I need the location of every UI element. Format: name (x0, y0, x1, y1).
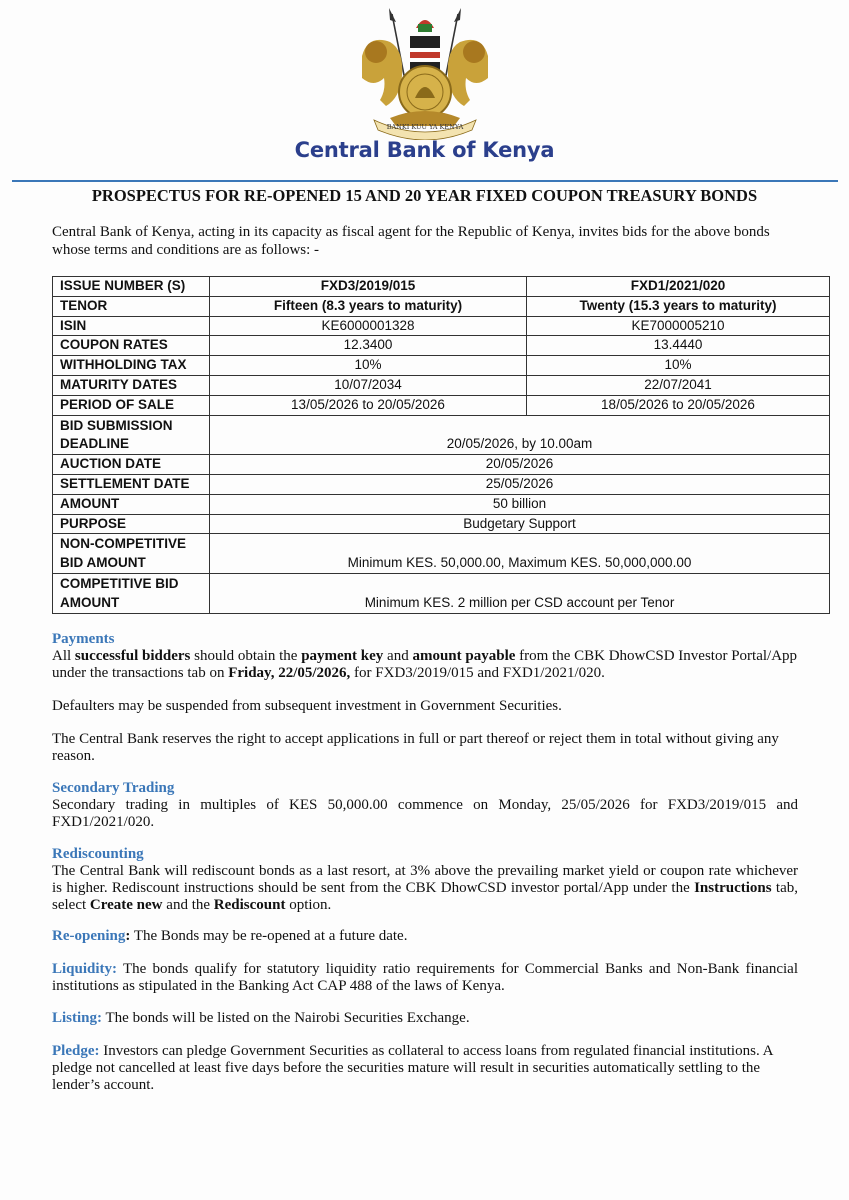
noncomp-value: Minimum KES. 50,000.00, Maximum KES. 50,000,000.00 (210, 534, 830, 574)
text-run: option. (285, 897, 332, 913)
table-row (53, 514, 830, 534)
bond-terms-table (52, 276, 830, 614)
document-title: PROSPECTUS FOR RE-OPENED 15 AND 20 YEAR FIXED COUPON TREASURY BONDS (91, 186, 758, 205)
coupon-b: 13.4440 (527, 336, 830, 356)
table-row (53, 534, 830, 574)
reserve-paragraph: The Central Bank reserves the right to accept applications in full or part thereof or reject them in total without giving any reason. (52, 731, 779, 764)
text-run: The bonds qualify for statutory liquidity ratio requirements for Commercial Banks and Non-Bank financial institutions as stipulated in the Banking Act CAP 488 of the laws of Kenya. (52, 961, 798, 994)
auction-value: 20/05/2026 (210, 455, 830, 475)
table-row (53, 494, 830, 514)
issue-a: FXD3/2019/015 (210, 277, 527, 297)
row-label-line1: BID SUBMISSION (60, 417, 173, 433)
text-run: and the (162, 897, 214, 913)
maturity-a: 10/07/2034 (210, 375, 527, 395)
text-run: and (383, 648, 413, 664)
payments-section (52, 631, 798, 682)
payments-paragraph (52, 648, 798, 682)
text-run: should obtain the (190, 648, 302, 664)
row-label-line2: DEADLINE (60, 436, 130, 452)
text-run: from the CBK DhowCSD Investor Portal/App under the transactions tab on (52, 648, 798, 681)
text-run: The bonds will be listed on the Nairobi Securities Exchange. (102, 1010, 470, 1026)
table-row (53, 375, 830, 395)
bold-run: Instructions (694, 880, 772, 896)
rediscount-heading: Rediscounting (52, 846, 144, 862)
secondary-heading: Secondary Trading (52, 780, 175, 796)
tax-a: 10% (210, 356, 527, 376)
intro-paragraph: Central Bank of Kenya, acting in its capacity as fiscal agent for the Republic of Kenya, invites bids for the above bonds whose terms and conditions are as follows: - (52, 224, 770, 258)
row-label: PURPOSE (53, 514, 210, 534)
issue-b: FXD1/2021/020 (527, 277, 830, 297)
maturity-b: 22/07/2041 (527, 375, 830, 395)
comp-value: Minimum KES. 2 million per CSD account per Tenor (210, 573, 830, 613)
amount-value: 50 billion (210, 494, 830, 514)
deadline-value: 20/05/2026, by 10.00am (210, 415, 830, 455)
liquidity-paragraph (52, 961, 798, 995)
liquidity-heading: Liquidity: (52, 961, 118, 977)
bold-run: Create new (89, 897, 163, 913)
row-label: ISSUE NUMBER (S) (53, 277, 210, 297)
bold-run: successful bidders (74, 648, 191, 664)
row-label: PERIOD OF SALE (53, 395, 210, 415)
listing-paragraph (52, 1010, 798, 1027)
secondary-trading-section (52, 780, 798, 831)
rediscount-section (52, 846, 798, 914)
bank-name-logo-text: Central Bank of Kenya (294, 138, 555, 162)
row-label: AMOUNT (53, 494, 210, 514)
row-label-line2: BID AMOUNT (60, 555, 146, 571)
sale-b: 18/05/2026 to 20/05/2026 (527, 395, 830, 415)
row-label: ISIN (53, 316, 210, 336)
bold-run: : (125, 928, 131, 944)
table-row (53, 296, 830, 316)
table-row (53, 277, 830, 297)
table-row (53, 336, 830, 356)
row-label-line2: AMOUNT (60, 594, 120, 610)
row-label-line1: NON-COMPETITIVE (60, 536, 187, 552)
purpose-value: Budgetary Support (210, 514, 830, 534)
tenor-a: Fifteen (8.3 years to maturity) (210, 296, 527, 316)
text-run: for FXD3/2019/015 and FXD1/2021/020. (350, 665, 605, 681)
row-label (53, 534, 210, 574)
text-run: Investors can pledge Government Securities as collateral to access loans from regulated financial institutions. A pledge not cancelled at least five days before the securities mature will result in securities automatically settling to the lender’s account. (52, 1043, 773, 1093)
row-label: SETTLEMENT DATE (53, 474, 210, 494)
row-label: TENOR (53, 296, 210, 316)
coupon-a: 12.3400 (210, 336, 527, 356)
secondary-paragraph: Secondary trading in multiples of KES 50,000.00 commence on Monday, 25/05/2026 for FXD3/2019/015 and FXD1/2021/020. (52, 797, 798, 830)
payments-heading: Payments (52, 631, 115, 647)
listing-heading: Listing: (52, 1010, 103, 1026)
table-row (53, 573, 830, 613)
pledge-paragraph (52, 1043, 798, 1094)
reopening-heading: Re-opening (52, 928, 126, 944)
row-label (53, 415, 210, 455)
bold-run: Rediscount (213, 897, 286, 913)
text-run: All (52, 648, 75, 664)
row-label (53, 573, 210, 613)
cbk-coat-of-arms-logo (352, 6, 498, 140)
row-label: WITHHOLDING TAX (53, 356, 210, 376)
pledge-heading: Pledge: (52, 1043, 100, 1059)
table-row (53, 415, 830, 455)
defaulters-paragraph: Defaulters may be suspended from subsequent investment in Government Securities. (52, 698, 562, 714)
text-run: The Bonds may be re-opened at a future date. (130, 928, 408, 944)
row-label: COUPON RATES (53, 336, 210, 356)
svg-text:BANKI KUU YA KENYA: BANKI KUU YA KENYA (386, 123, 464, 131)
header-divider (12, 180, 838, 182)
tax-b: 10% (527, 356, 830, 376)
isin-b: KE7000005210 (527, 316, 830, 336)
rediscount-paragraph (52, 863, 798, 914)
table-row (53, 455, 830, 475)
table-row (53, 316, 830, 336)
bold-run: amount payable (412, 648, 516, 664)
text-run: The Central Bank will rediscount bonds as a last resort, at 3% above the prevailing market yield or coupon rate whichever is higher. Rediscount instructions should be sent from the CBK DhowCSD investor portal/App under the (52, 863, 798, 896)
table-row (53, 356, 830, 376)
text-run: tab, select (52, 880, 799, 913)
row-label-line1: COMPETITIVE BID (60, 575, 179, 591)
sale-a: 13/05/2026 to 20/05/2026 (210, 395, 527, 415)
tenor-b: Twenty (15.3 years to maturity) (527, 296, 830, 316)
settlement-value: 25/05/2026 (210, 474, 830, 494)
row-label: MATURITY DATES (53, 375, 210, 395)
bold-run: Friday, 22/05/2026, (228, 665, 351, 681)
isin-a: KE6000001328 (210, 316, 527, 336)
row-label: AUCTION DATE (53, 455, 210, 475)
table-row (53, 395, 830, 415)
bold-run: payment key (301, 648, 384, 664)
reopening-paragraph (52, 928, 798, 945)
table-row (53, 474, 830, 494)
